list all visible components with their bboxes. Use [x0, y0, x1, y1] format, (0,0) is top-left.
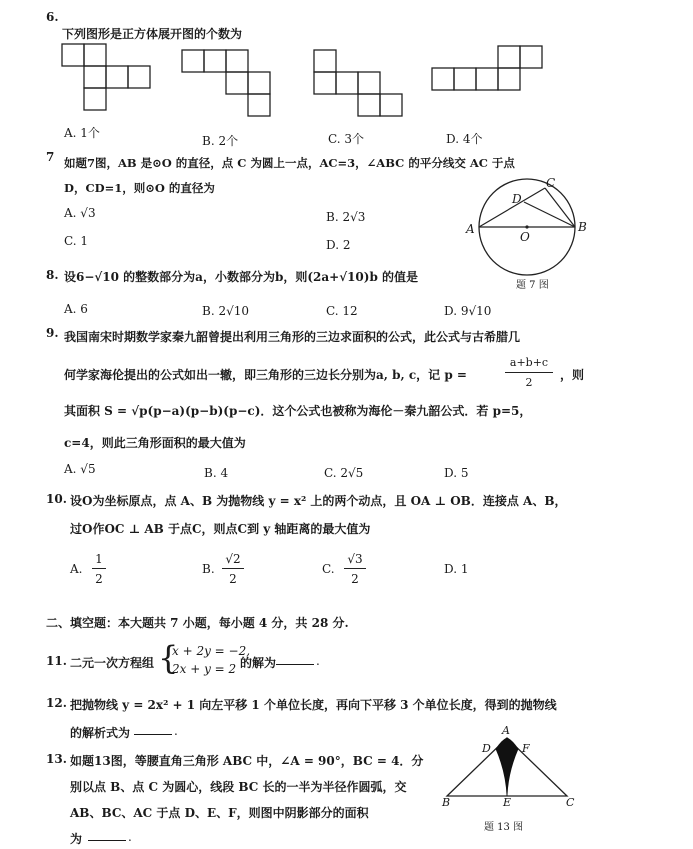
- q13-label-d: D: [482, 742, 491, 755]
- q13-end: .: [128, 830, 132, 844]
- q10-option-a-den: 2: [95, 572, 103, 586]
- q13-label-e: E: [503, 796, 512, 809]
- q7-label-a: A: [466, 222, 475, 236]
- q6-net-figure-4: [430, 44, 554, 100]
- q7-label-o: O: [520, 230, 530, 244]
- q9-p-denominator: 2: [525, 376, 533, 389]
- q9-fraction-bar: [505, 372, 553, 373]
- q13-line2: 别以点 B、点 C 为圆心，线段 BC 长的一半为半径作圆弧，交: [70, 780, 407, 794]
- q7-label-b: B: [578, 220, 587, 234]
- q10-option-a: A.: [70, 562, 83, 576]
- q13-label-a: A: [502, 724, 510, 737]
- q11-number: 11.: [46, 654, 67, 668]
- q10-option-c-den: 2: [351, 572, 359, 586]
- q7-option-c: C. 1: [64, 234, 89, 248]
- q6-number: 6.: [46, 10, 59, 24]
- q13-answer-blank[interactable]: [88, 830, 126, 844]
- q12-line2: 的解析式为: [70, 726, 131, 740]
- q6-stem: 下列图形是正方体展开图的个数为: [62, 27, 243, 41]
- q9-line2: 何学家海伦提出的公式如出一辙，即三角形的三边长分别为a, b, c，记 p =: [64, 368, 467, 382]
- q10-number: 10.: [46, 492, 67, 506]
- q6-net-figure-2: [180, 48, 280, 122]
- q9-line1: 我国南宋时期数学家秦九韶曾提出利用三角形的三边求面积的公式，此公式与古希腊几: [64, 330, 521, 344]
- q13-figure-caption: 题 13 图: [484, 822, 524, 833]
- q8-option-c: C. 12: [326, 304, 358, 318]
- q6-net-figure-1: [60, 42, 160, 116]
- q11-end: .: [316, 654, 320, 668]
- q12-line1: 把抛物线 y = 2x² + 1 向左平移 1 个单位长度，再向下平移 3 个单位长度，得到的抛物线: [70, 698, 557, 712]
- q13-label-c: C: [566, 796, 575, 809]
- q7-label-c: C: [546, 176, 556, 190]
- q10-line2: 过O作OC ⊥ AB 于点C，则点C到 y 轴距离的最大值为: [70, 522, 371, 536]
- q9-option-a: A. √5: [64, 462, 96, 476]
- q11-eq2: 2x + y = 2: [172, 662, 237, 676]
- q12-number: 12.: [46, 696, 67, 710]
- q10-option-d: D. 1: [444, 562, 469, 576]
- q10-option-c: C.: [322, 562, 335, 576]
- q9-option-d: D. 5: [444, 466, 469, 480]
- q11-brace: {: [158, 639, 179, 677]
- q10-option-b: B.: [202, 562, 215, 576]
- q6-option-b: B. 2个: [202, 134, 239, 148]
- q9-line4: c=4，则此三角形面积的最大值为: [64, 436, 246, 450]
- q8-stem: 设6−√10 的整数部分为a，小数部分为b，则(2a+√10)b 的值是: [64, 270, 419, 284]
- q8-option-a: A. 6: [64, 302, 88, 316]
- q13-label-f: F: [522, 742, 530, 755]
- q6-option-a: A. 1个: [64, 126, 100, 140]
- q7-option-b: B. 2√3: [326, 210, 366, 224]
- q6-option-c: C. 3个: [328, 132, 365, 146]
- q7-option-d: D. 2: [326, 238, 351, 252]
- q7-stem-line2: D，CD=1，则⊙O 的直径为: [64, 181, 215, 195]
- q9-option-b: B. 4: [204, 466, 229, 480]
- section2-title: 二、填空题：本大题共 7 小题，每小题 4 分，共 28 分.: [46, 616, 349, 630]
- q10-option-b-num: √2: [225, 552, 241, 566]
- q12-end: .: [174, 724, 178, 738]
- q10-option-b-bar: [222, 568, 244, 569]
- q7-option-a: A. √3: [64, 206, 96, 220]
- q9-option-c: C. 2√5: [324, 466, 364, 480]
- q9-p-numerator: a+b+c: [509, 356, 549, 369]
- q11-prefix: 二元一次方程组: [70, 656, 155, 670]
- q9-line3: 其面积 S = √p(p−a)(p−b)(p−c)．这个公式也被称为海伦－秦九韶公式．若 p=5，: [64, 404, 532, 418]
- q11-eq1: x + 2y = −2,: [172, 644, 251, 658]
- q12-answer-blank[interactable]: [134, 724, 172, 738]
- q7-label-d: D: [512, 192, 522, 206]
- q11-suffix: 的解为: [240, 656, 277, 670]
- q10-option-a-num: 1: [95, 552, 103, 566]
- q13-line3: AB、BC、AC 于点 D、E、F，则图中阴影部分的面积: [70, 806, 369, 820]
- q10-option-a-bar: [92, 568, 106, 569]
- q7-figure-caption: 题 7 图: [516, 280, 549, 291]
- q10-option-c-num: √3: [347, 552, 363, 566]
- q8-number: 8.: [46, 268, 59, 282]
- q11-answer-blank[interactable]: [276, 654, 314, 668]
- q13-line1: 如题13图，等腰直角三角形 ABC 中，∠A = 90°，BC = 4．分: [70, 754, 424, 768]
- q7-number: 7: [46, 150, 55, 164]
- q9-line2-end: ，则: [560, 368, 585, 382]
- q7-stem-line1: 如题7图，AB 是⊙O 的直径，点 C 为圆上一点，AC=3，∠ABC 的平分线交 AC 于点: [64, 156, 515, 170]
- q13-line4: 为: [70, 832, 83, 846]
- q10-line1: 设O为坐标原点，点 A、B 为抛物线 y = x² 上的两个动点，且 OA ⊥ OB．连接点 A、B，: [70, 494, 567, 508]
- q13-triangle-figure: [440, 732, 580, 798]
- q8-option-b: B. 2√10: [202, 304, 249, 318]
- q10-option-b-den: 2: [229, 572, 237, 586]
- q10-option-c-bar: [344, 568, 366, 569]
- q8-option-d: D. 9√10: [444, 304, 492, 318]
- q13-label-b: B: [442, 796, 451, 809]
- q7-circle-figure: [470, 176, 590, 286]
- q9-number: 9.: [46, 326, 59, 340]
- q13-number: 13.: [46, 752, 67, 766]
- q6-net-figure-3: [312, 48, 412, 122]
- q6-option-d: D. 4个: [446, 132, 483, 146]
